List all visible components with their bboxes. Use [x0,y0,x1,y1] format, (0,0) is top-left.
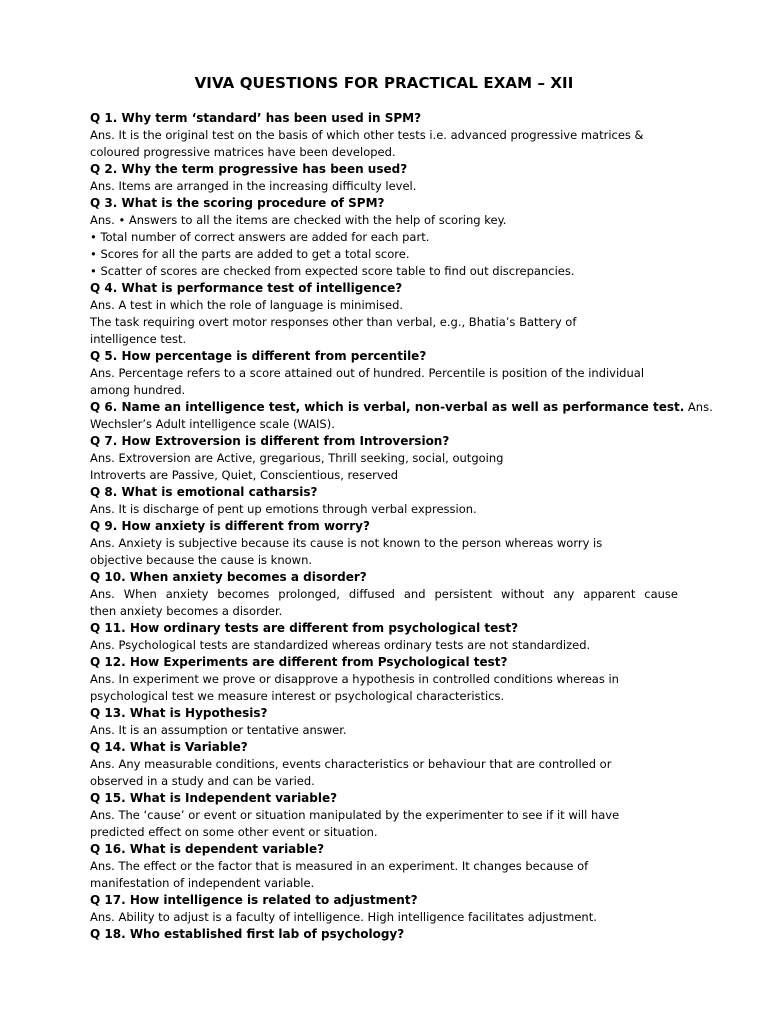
answer-line: objective because the cause is known. [90,553,313,567]
answer-line: • Scatter of scores are checked from expected score table to find out discrepancies. [90,264,575,278]
answer-line: Ans. It is discharge of pent up emotions through verbal expression. [90,502,477,516]
page-title: VIVA QUESTIONS FOR PRACTICAL EXAM – XII [194,74,574,92]
question-line: Q 17. How intelligence is related to adjustment? [90,893,418,907]
question-line: Q 11. How ordinary tests are different from psychological test? [90,621,519,635]
question-line: Q 3. What is the scoring procedure of SPM? [90,196,385,210]
answer-line: manifestation of independent variable. [90,876,315,890]
answer-line: Ans. It is an assumption or tentative answer. [90,723,347,737]
qa-list [90,110,713,943]
question-line: Q 4. What is performance test of intelligence? [90,281,403,295]
question-line: Q 18. Who established first lab of psychology? [90,927,405,941]
answer-line: predicted effect on some other event or situation. [90,825,378,839]
answer-line: Ans. The ‘cause’ or event or situation manipulated by the experimenter to see if it will have [90,808,620,822]
question-text: Q 6. Name an intelligence test, which is verbal, non-verbal as well as performance test. [90,400,685,414]
answer-line: Ans. Extroversion are Active, gregarious, Thrill seeking, social, outgoing [90,451,504,465]
answer-line: Ans. Percentage refers to a score attained out of hundred. Percentile is position of the individual [90,366,645,380]
question-line [90,399,713,416]
answer-line: Ans. Anxiety is subjective because its cause is not known to the person whereas worry is [90,536,603,550]
question-line: Q 9. How anxiety is different from worry? [90,519,370,533]
question-line: Q 14. What is Variable? [90,740,248,754]
question-line: Q 1. Why term ‘standard’ has been used in SPM? [90,111,422,125]
question-line: Q 2. Why the term progressive has been used? [90,162,408,176]
answer-line: coloured progressive matrices have been developed. [90,145,396,159]
answer-line: observed in a study and can be varied. [90,774,315,788]
answer-prefix: Ans. [684,400,713,414]
question-line: Q 5. How percentage is different from percentile? [90,349,427,363]
answer-line: intelligence test. [90,332,187,346]
question-line: Q 15. What is Independent variable? [90,791,338,805]
question-line: Q 13. What is Hypothesis? [90,706,268,720]
answer-line: among hundred. [90,383,186,397]
answer-line: The task requiring overt motor responses other than verbal, e.g., Bhatia’s Battery of [90,315,577,329]
answer-line: Wechsler’s Adult intelligence scale (WAIS). [90,417,335,431]
answer-line: • Total number of correct answers are added for each part. [90,230,430,244]
answer-line: Ans. Psychological tests are standardized whereas ordinary tests are not standardized. [90,638,591,652]
answer-line: Introverts are Passive, Quiet, Conscientious, reserved [90,468,399,482]
question-line: Q 7. How Extroversion is different from Introversion? [90,434,450,448]
question-line: Q 8. What is emotional catharsis? [90,485,318,499]
answer-line: Ans. Any measurable conditions, events characteristics or behaviour that are controlled or [90,757,612,771]
answer-line: Ans. When anxiety becomes prolonged, diffused and persistent without any apparent cause [90,587,678,601]
answer-line: Ans. The effect or the factor that is measured in an experiment. It changes because of [90,859,589,873]
answer-line: Ans. Ability to adjust is a faculty of intelligence. High intelligence facilitates adjustment. [90,910,597,924]
question-line: Q 16. What is dependent variable? [90,842,325,856]
answer-line: Ans. It is the original test on the basis of which other tests i.e. advanced progressive matrices & [90,128,644,142]
answer-line: • Scores for all the parts are added to get a total score. [90,247,410,261]
answer-line: Ans. A test in which the role of language is minimised. [90,298,404,312]
answer-line: Ans. In experiment we prove or disapprove a hypothesis in controlled conditions whereas in [90,672,619,686]
question-line: Q 12. How Experiments are different from Psychological test? [90,655,508,669]
answer-line: psychological test we measure interest or psychological characteristics. [90,689,505,703]
answer-line: then anxiety becomes a disorder. [90,604,283,618]
answer-line: Ans. Items are arranged in the increasing difficulty level. [90,179,417,193]
answer-line: Ans. • Answers to all the items are checked with the help of scoring key. [90,213,507,227]
question-line: Q 10. When anxiety becomes a disorder? [90,570,367,584]
